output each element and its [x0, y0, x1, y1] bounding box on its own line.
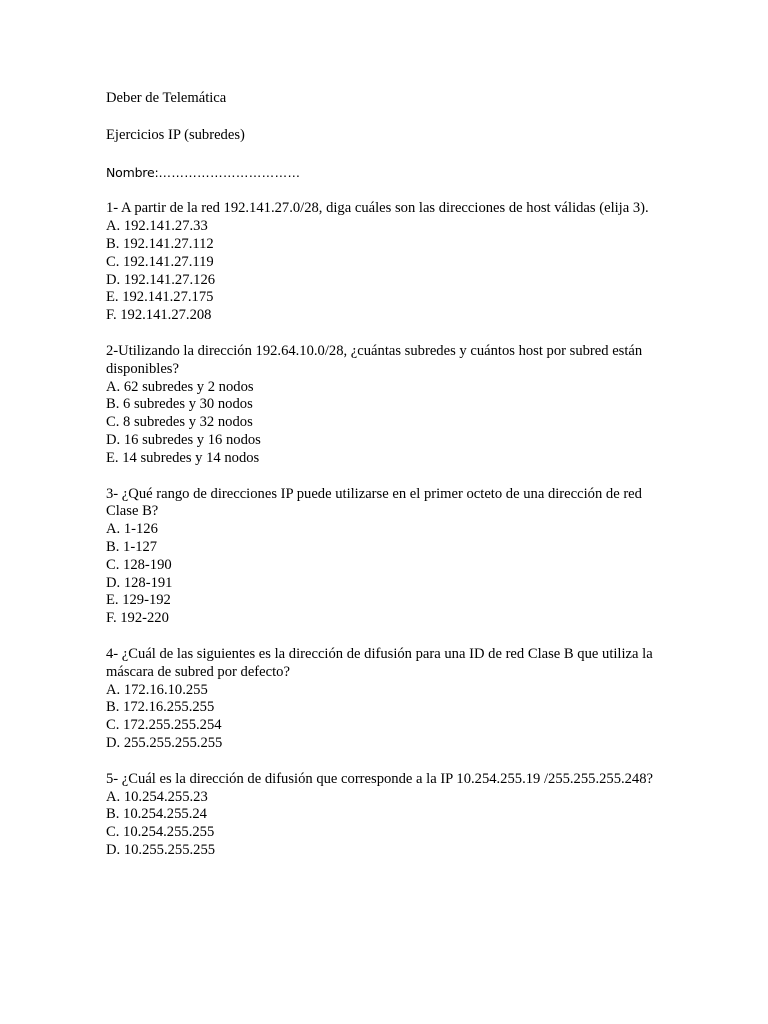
question-3 [106, 486, 666, 628]
answer-option: A. 192.141.27.33 [106, 218, 208, 235]
question-text: 4- ¿Cuál de las siguientes es la dirección de difusión para una ID de red Clase B que utiliza la máscara de subred por defecto? [106, 645, 653, 680]
question-4 [106, 646, 666, 753]
question-text: 3- ¿Qué rango de direcciones IP puede utilizarse en el primer octeto de una dirección de red Clase B? [106, 485, 642, 520]
question-2 [106, 343, 666, 468]
answer-option: C. 192.141.27.119 [106, 253, 214, 270]
name-blank-dots: …………………………… [158, 164, 301, 180]
answer-option: B. 192.141.27.112 [106, 235, 214, 252]
answer-option: F. 192-220 [106, 610, 169, 627]
answer-option: A. 10.254.255.23 [106, 788, 208, 805]
answer-option: D. 16 subredes y 16 nodos [106, 431, 261, 448]
answer-option: F. 192.141.27.208 [106, 307, 212, 324]
answer-option: E. 14 subredes y 14 nodos [106, 449, 260, 466]
question-text: 1- A partir de la red 192.141.27.0/28, diga cuáles son las direcciones de host válidas (elija 3). [106, 200, 649, 217]
answer-option: D. 255.255.255.255 [106, 734, 223, 751]
document-title: Deber de Telemática [106, 90, 227, 106]
answer-option: D. 192.141.27.126 [106, 271, 216, 288]
answer-option: C. 172.255.255.254 [106, 717, 222, 734]
question-text: 2-Utilizando la dirección 192.64.10.0/28, ¿cuántas subredes y cuántos host por subred están disponibles? [106, 342, 643, 377]
answer-option: B. 1-127 [106, 538, 158, 555]
question-list [106, 200, 666, 859]
question-1 [106, 200, 666, 325]
answer-option: D. 10.255.255.255 [106, 841, 216, 858]
document-page [106, 90, 666, 878]
answer-option: C. 8 subredes y 32 nodos [106, 414, 253, 431]
answer-option: A. 1-126 [106, 521, 158, 538]
question-text: 5- ¿Cuál es la dirección de difusión que corresponde a la IP 10.254.255.19 /255.255.255.248? [106, 770, 654, 787]
name-field [106, 164, 666, 182]
answer-option: B. 6 subredes y 30 nodos [106, 396, 253, 413]
name-label: Nombre: [106, 164, 159, 180]
answer-option: E. 192.141.27.175 [106, 289, 214, 306]
answer-option: E. 129-192 [106, 592, 171, 609]
answer-option: A. 62 subredes y 2 nodos [106, 378, 254, 395]
answer-option: D. 128-191 [106, 574, 173, 591]
question-5 [106, 771, 666, 860]
answer-option: C. 10.254.255.255 [106, 824, 215, 841]
answer-option: A. 172.16.10.255 [106, 681, 208, 698]
answer-option: B. 10.254.255.24 [106, 806, 207, 823]
answer-option: C. 128-190 [106, 556, 172, 573]
document-subtitle: Ejercicios IP (subredes) [106, 126, 245, 143]
answer-option: B. 172.16.255.255 [106, 699, 215, 716]
